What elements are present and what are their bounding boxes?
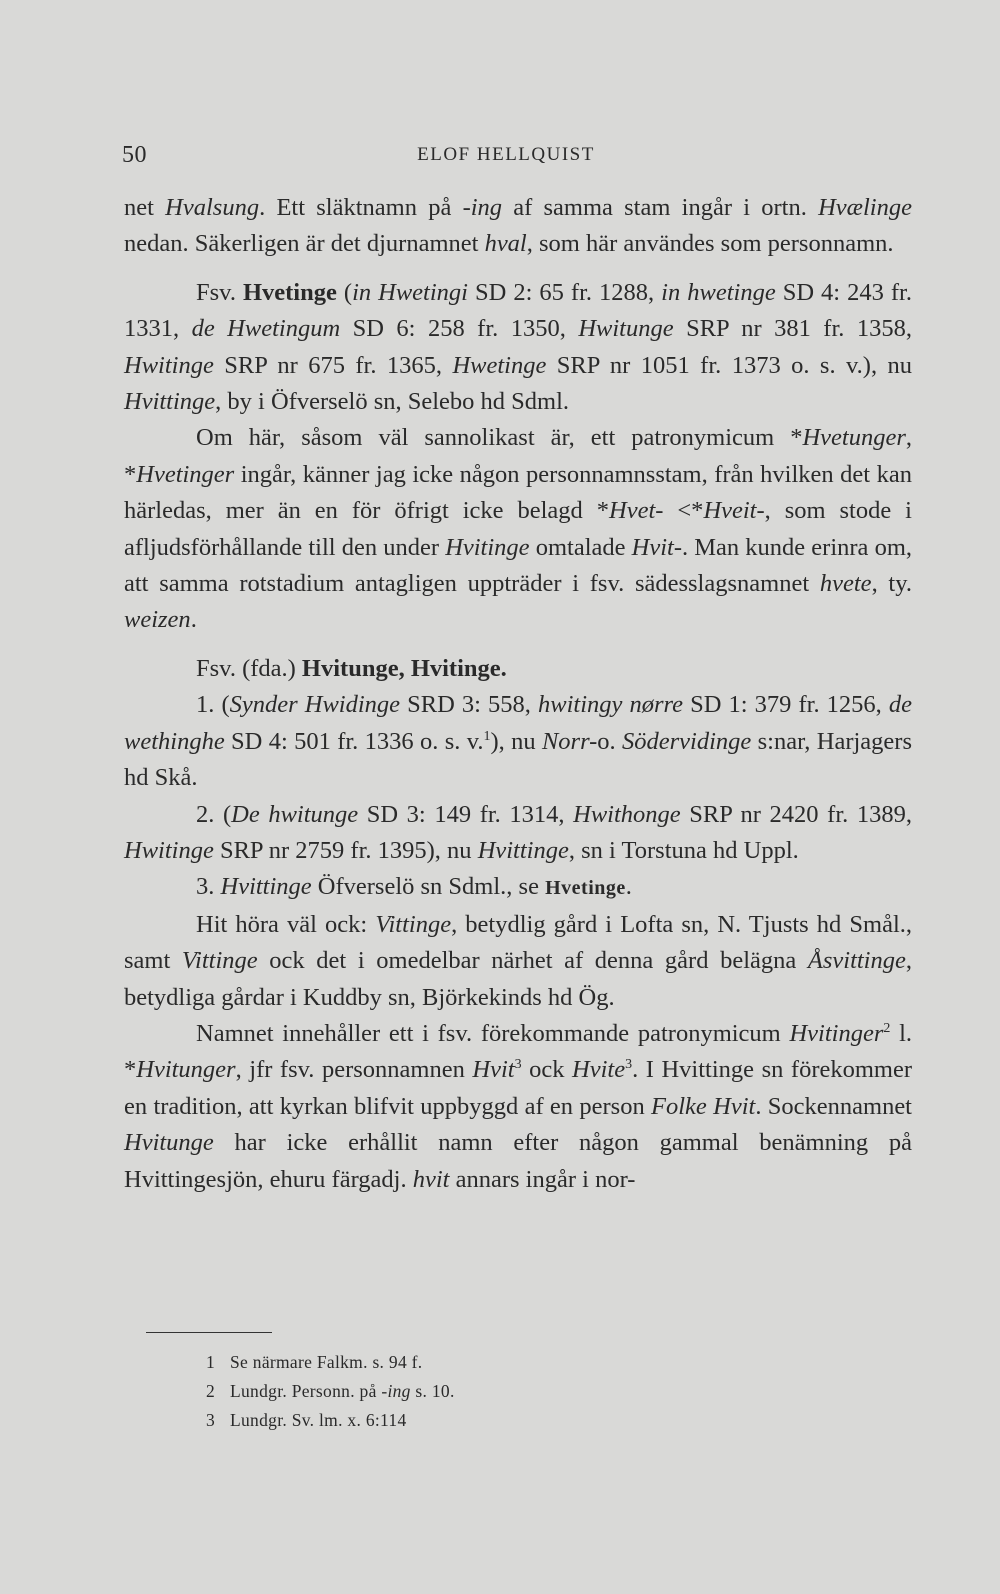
footnote-text: s. 10. <box>410 1381 455 1401</box>
paragraph: 2. (De hwitunge SD 3: 149 fr. 1314, Hwithonge SRP nr 2420 fr. 1389, Hwitinge SRP nr 2759 fr. 1395), nu Hvittinge, sn i Torstuna hd Uppl. <box>124 800 912 864</box>
page-header <box>122 142 890 182</box>
footnote-text: Lundgr. Personn. på <box>230 1381 382 1401</box>
footnote <box>206 1406 706 1435</box>
footnote-number: 2 <box>206 1381 216 1401</box>
footnote-number: 3 <box>206 1410 216 1430</box>
page-number: 50 <box>122 142 147 168</box>
paragraph: net Hvalsung. Ett släktnamn på -ing af samma stam ingår i ortn. Hvælinge nedan. Säkerligen är det djurnamnet hval, som här användes som personnamn. <box>124 194 912 258</box>
body-text <box>124 190 912 1198</box>
footnote-italic: -ing <box>381 1381 411 1401</box>
paragraph: 3. Hvittinge Öfverselö sn Sdml., se Hvetinge. <box>196 873 632 901</box>
paragraph: Fsv. Hvetinge (in Hwetingi SD 2: 65 fr. 1288, in hwetinge SD 4: 243 fr. 1331, de Hwetingum SD 6: 258 fr. 1350, Hwitunge SRP nr 381 fr. 1358, Hwitinge SRP nr 675 fr. 1365, Hwetinge SRP nr 1051 fr. 1373 o. s. v.), nu Hvittinge, by i Öfverselö sn, Selebo hd Sdml. <box>124 278 912 416</box>
footnote-divider <box>146 1332 272 1333</box>
paragraph: 1. (Synder Hwidinge SRD 3: 558, hwitingy nørre SD 1: 379 fr. 1256, de wethinghe SD 4: 501 fr. 1336 o. s. v.$^1$), nu Norr-o. Södervidinge s:nar, Harjagers hd Skå. <box>124 691 913 792</box>
paragraph: Om här, såsom väl sannolikast är, ett patronymicum *Hvetunger, *Hvetinger ingår, känner jag icke någon personnamnsstam, från hvilken det kan härledas, mer än en för öfrigt icke belagd *Hvet- <*Hveit-, som stode i afljudsförhållande till den under Hvitinge omtalade Hvit-. Man kunde erinra om, att samma rotstadium antagligen uppträder i fsv. sädesslagsnamnet hvete, ty. weizen. <box>124 424 913 634</box>
running-head: ELOF HELLQUIST <box>417 144 595 165</box>
footnote-number: 1 <box>206 1352 216 1372</box>
paragraph: Namnet innehåller ett i fsv. förekommande patronymicum Hvitinger$^2$ l. *Hvitunger, jfr fsv. personnamnen Hvit$^3$ ock Hvite$^3$. I Hvittinge sn förekommer en tradition, att kyrkan blifvit uppbyggd af en person Folke Hvit. Sockennamnet Hvitunge har icke erhållit namn efter någon gammal benämning på Hvittingesjön, ehuru färgadj. hvit annars ingår i nor- <box>124 1019 913 1193</box>
footnotes <box>206 1348 706 1435</box>
footnote <box>206 1377 706 1406</box>
footnote-text: Se närmare Falkm. s. 94 f. <box>230 1352 423 1372</box>
footnote-text: Lundgr. Sv. lm. x. 6:114 <box>230 1410 407 1430</box>
footnote <box>206 1348 706 1377</box>
paragraph: Fsv. (fda.) Hvitunge, Hvitinge. <box>196 654 507 682</box>
paragraph: Hit höra väl ock: Vittinge, betydlig gård i Lofta sn, N. Tjusts hd Smål., samt Vittinge ock det i omedelbar närhet af denna gård belägna Åsvittinge, betydliga gårdar i Kuddby sn, Björkekinds hd Ög. <box>124 910 913 1011</box>
